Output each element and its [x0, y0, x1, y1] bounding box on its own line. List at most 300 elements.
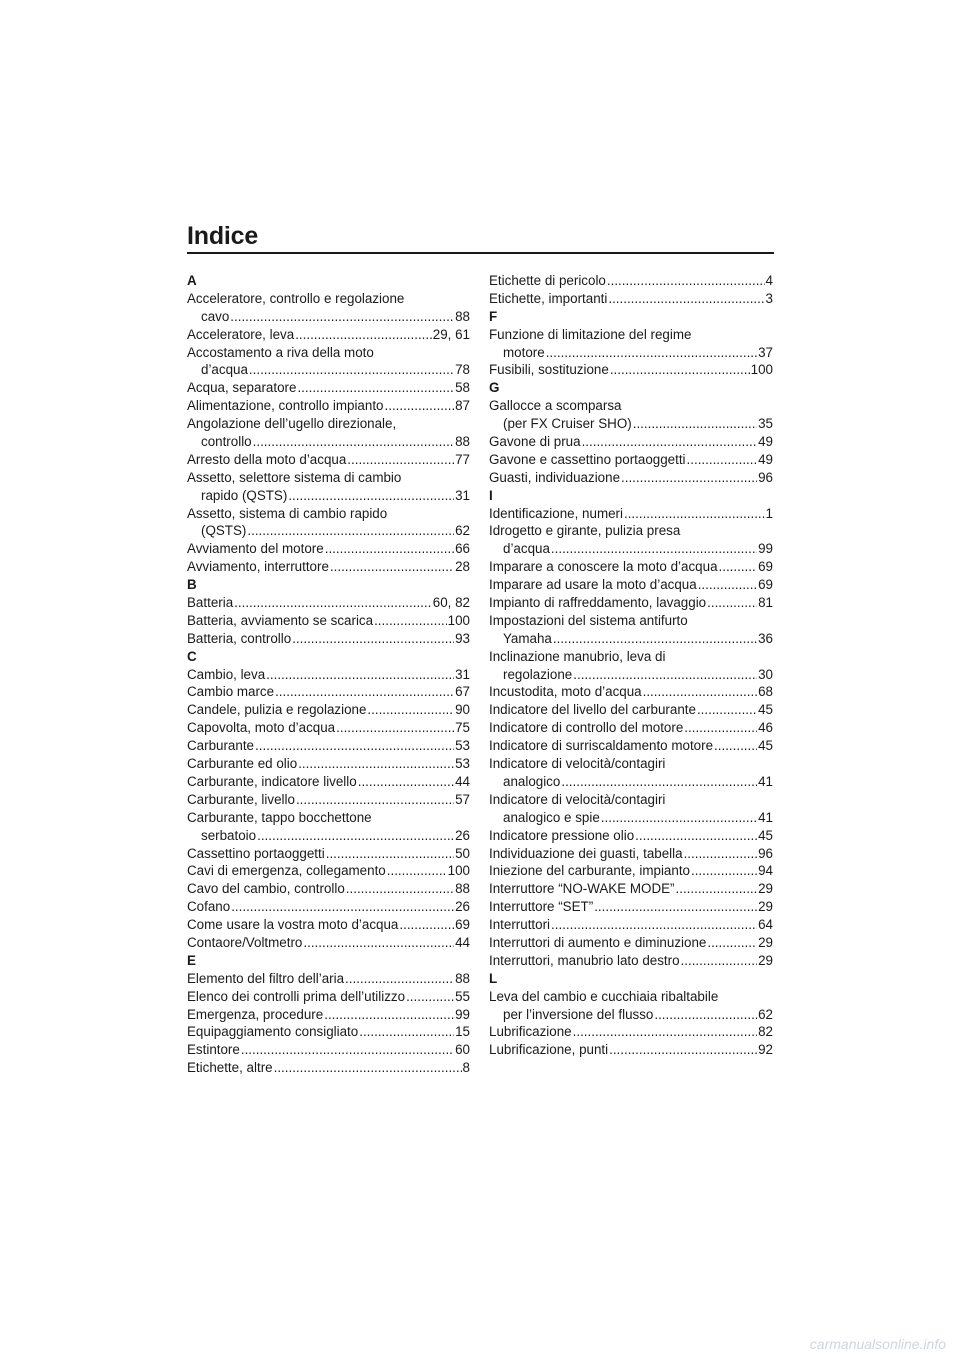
index-entry-page: 88: [455, 434, 470, 450]
index-entry-page: 62: [758, 1006, 773, 1022]
index-entry: [187, 1023, 470, 1041]
dot-leader: [654, 1006, 757, 1024]
index-entry-line: [489, 522, 773, 540]
index-entry-page: 88: [455, 308, 470, 324]
index-entry-text: d’acqua: [503, 541, 550, 557]
index-entry-line: [489, 845, 773, 863]
index-entry-line: [489, 755, 773, 773]
index-entry-line: [187, 308, 470, 326]
index-entry-line: [187, 845, 470, 863]
index-entry-page: 53: [455, 738, 470, 754]
index-entry-line: [489, 1023, 773, 1041]
index-entry-line: [187, 862, 470, 880]
index-column-right: [489, 272, 773, 1059]
index-entry-line: [187, 934, 470, 952]
index-entry-page: 88: [455, 881, 470, 897]
dot-leader: [607, 272, 765, 290]
index-entry-text: Cavo del cambio, controllo: [187, 881, 345, 897]
index-letter-heading: G: [489, 380, 500, 396]
dot-leader: [582, 433, 758, 451]
dot-leader: [609, 1041, 757, 1059]
index-entry: [489, 361, 773, 379]
index-entry-text: Incustodita, moto d’acqua: [489, 684, 642, 700]
index-entry: [187, 898, 470, 916]
index-entry-text: Alimentazione, controllo impianto: [187, 398, 384, 414]
index-entry-text: Batteria, controllo: [187, 630, 292, 646]
dot-leader: [374, 612, 447, 630]
index-entry-text: Guasti, individuazione: [489, 469, 621, 485]
index-entry-page: 62: [455, 523, 470, 539]
dot-leader: [697, 701, 757, 719]
dot-leader: [621, 469, 757, 487]
index-entry-page: 29, 61: [432, 326, 470, 342]
dot-leader: [551, 916, 757, 934]
index-entry-line: [489, 719, 773, 737]
dot-leader: [635, 827, 757, 845]
index-entry-text: Impianto di raffreddamento, lavaggio: [489, 595, 707, 611]
index-entry: [187, 916, 470, 934]
index-entry: [187, 880, 470, 898]
index-entry: [187, 755, 470, 773]
dot-leader: [295, 326, 432, 344]
index-entry-page: 44: [455, 934, 470, 950]
dot-leader: [303, 934, 454, 952]
index-entry-text: Cofano: [187, 899, 231, 915]
dot-leader: [714, 737, 757, 755]
dot-leader: [255, 737, 454, 755]
index-letter-heading: C: [187, 648, 197, 664]
dot-leader: [719, 558, 758, 576]
index-entry-page: 77: [455, 451, 470, 467]
index-entry-line: [489, 880, 773, 898]
index-entry-page: 99: [758, 541, 773, 557]
dot-leader: [359, 1023, 454, 1041]
index-entry-text: Interruttori di aumento e diminuzione: [489, 934, 707, 950]
index-entry-text: Cavi di emergenza, collegamento: [187, 863, 386, 879]
index-entry: [187, 737, 470, 755]
index-entry-text: rapido (QSTS): [201, 487, 288, 503]
index-entry-text: Assetto, sistema di cambio rapido: [187, 505, 388, 521]
index-entry: [187, 326, 470, 344]
index-entry-page: 100: [447, 863, 470, 879]
index-entry-text: Idrogetto e girante, pulizia presa: [489, 523, 681, 539]
index-entry-page: 53: [455, 756, 470, 772]
dot-leader: [601, 809, 757, 827]
index-entry-line: [187, 666, 470, 684]
dot-leader: [553, 630, 757, 648]
index-entry-page: 44: [455, 773, 470, 789]
index-entry-line: [489, 809, 773, 827]
index-entry-text: (per FX Cruiser SHO): [503, 416, 632, 432]
index-entry-text: (QSTS): [201, 523, 247, 539]
index-entry-page: 8: [462, 1060, 470, 1076]
index-entry-line: [489, 934, 773, 952]
dot-leader: [624, 505, 765, 523]
index-entry-text: Estintore: [187, 1042, 240, 1058]
dot-leader: [608, 290, 764, 308]
index-entry: [489, 397, 773, 433]
index-entry: [489, 1041, 773, 1059]
index-entry-page: 50: [455, 845, 470, 861]
index-entry-text: Impostazioni del sistema antifurto: [489, 612, 688, 628]
index-entry-page: 55: [455, 988, 470, 1004]
index-entry: [489, 737, 773, 755]
index-entry: [187, 845, 470, 863]
index-entry-line: [489, 540, 773, 558]
index-entry-text: cavo: [201, 308, 230, 324]
index-entry-line: [187, 451, 470, 469]
index-entry: [187, 379, 470, 397]
index-letter-heading: A: [187, 273, 197, 288]
dot-leader: [247, 522, 454, 540]
index-entry-text: serbatoio: [201, 827, 257, 843]
index-entry-line: [187, 630, 470, 648]
index-entry-line: [489, 433, 773, 451]
index-entry-line: [187, 433, 470, 451]
index-entry-page: 29: [758, 934, 773, 950]
index-entry: [489, 755, 773, 791]
index-entry-page: 99: [455, 1006, 470, 1022]
index-entry-text: Etichette, importanti: [489, 290, 608, 306]
index-entry-line: [187, 487, 470, 505]
index-entry-line: [187, 594, 470, 612]
index-entry-text: Cambio, leva: [187, 666, 266, 682]
index-entry-page: 64: [758, 917, 773, 933]
dot-leader: [345, 970, 454, 988]
index-entry-line: [187, 970, 470, 988]
dot-leader: [684, 719, 757, 737]
index-entry: [187, 970, 470, 988]
dot-leader: [687, 451, 758, 469]
index-entry-line: [489, 612, 773, 630]
index-entry-line: [489, 1041, 773, 1059]
index-entry-page: 4: [765, 273, 773, 288]
index-entry-page: 88: [455, 970, 470, 986]
index-entry-line: [489, 827, 773, 845]
index-entry-text: regolazione: [503, 666, 573, 682]
index-entry-line: [187, 701, 470, 719]
dot-leader: [336, 719, 454, 737]
index-entry-text: Assetto, selettore sistema di cambio: [187, 469, 402, 485]
index-entry-text: Arresto della moto d’acqua: [187, 451, 347, 467]
index-entry-text: Funzione di limitazione del regime: [489, 326, 692, 342]
index-entry: [187, 683, 470, 701]
index-entry-line: [489, 683, 773, 701]
index-entry: [187, 1006, 470, 1024]
index-entry-line: [187, 344, 470, 362]
index-entry-page: 60, 82: [432, 595, 470, 611]
index-entry: [187, 791, 470, 809]
index-entry: [489, 522, 773, 558]
index-entry-page: 58: [455, 380, 470, 396]
index-entry-text: Acceleratore, leva: [187, 326, 295, 342]
index-entry-page: 67: [455, 684, 470, 700]
dot-leader: [346, 880, 454, 898]
dot-leader: [253, 433, 454, 451]
index-entry-text: Batteria: [187, 595, 234, 611]
index-entry: [187, 1041, 470, 1059]
index-entry-page: 31: [455, 487, 470, 503]
index-entry-line: [187, 540, 470, 558]
index-entry-page: 69: [758, 577, 773, 593]
index-entry-text: Iniezione del carburante, impianto: [489, 863, 690, 879]
index-entry-text: Acqua, separatore: [187, 380, 297, 396]
index-entry-text: Candele, pulizia e regolazione: [187, 702, 367, 718]
index-entry-line: [187, 683, 470, 701]
dot-leader: [266, 666, 454, 684]
index-entry-text: Capovolta, moto d’acqua: [187, 720, 336, 736]
dot-leader: [325, 540, 454, 558]
index-entry-line: [489, 648, 773, 666]
index-entry-line: [489, 666, 773, 684]
index-entry-page: 28: [455, 559, 470, 575]
dot-leader: [676, 880, 758, 898]
index-entry-line: [187, 361, 470, 379]
index-entry-line: [187, 379, 470, 397]
index-entry-page: 30: [758, 666, 773, 682]
index-entry: [489, 1023, 773, 1041]
index-entry-text: Gavone di prua: [489, 434, 581, 450]
index-entry-text: Batteria, avviamento se scarica: [187, 612, 374, 628]
dot-leader: [249, 361, 454, 379]
index-entry-line: [187, 1023, 470, 1041]
dot-leader: [298, 755, 454, 773]
index-entry: [187, 290, 470, 326]
index-entry-page: 93: [455, 630, 470, 646]
index-entry: [187, 469, 470, 505]
index-entry: [187, 988, 470, 1006]
index-entry: [489, 880, 773, 898]
index-entry-page: 29: [758, 881, 773, 897]
index-entry-page: 26: [455, 899, 470, 915]
index-column-left: [187, 272, 470, 1077]
index-entry: [187, 451, 470, 469]
index-entry: [489, 791, 773, 827]
index-entry: [187, 719, 470, 737]
index-entry-page: 57: [455, 791, 470, 807]
index-entry-line: [489, 451, 773, 469]
index-entry-line: [187, 326, 470, 344]
index-entry-page: 68: [758, 684, 773, 700]
index-entry-line: [187, 505, 470, 523]
index-entry-line: [187, 988, 470, 1006]
index-entry-page: 37: [758, 344, 773, 360]
index-entry-line: [489, 988, 773, 1006]
index-entry: [489, 862, 773, 880]
dot-leader: [385, 397, 455, 415]
index-entry-text: Identificazione, numeri: [489, 505, 623, 521]
index-entry-text: Indicatore di controllo del motore: [489, 720, 684, 736]
index-entry-line: [489, 397, 773, 415]
index-entry: [489, 988, 773, 1024]
index-entry-page: 87: [455, 398, 470, 414]
index-entry: [489, 326, 773, 362]
dot-leader: [231, 898, 454, 916]
index-entry: [187, 701, 470, 719]
index-entry-line: [187, 916, 470, 934]
index-entry: [489, 594, 773, 612]
dot-leader: [257, 827, 454, 845]
index-entry-page: 96: [758, 845, 773, 861]
index-entry-line: [187, 1059, 470, 1077]
index-entry-text: Carburante, tappo bocchettone: [187, 809, 372, 825]
index-entry-page: 49: [758, 451, 773, 467]
index-entry-line: [489, 505, 773, 523]
index-entry-line: [187, 898, 470, 916]
index-entry: [489, 934, 773, 952]
index-entry: [489, 469, 773, 487]
index-entry-text: Angolazione dell’ugello direzionale,: [187, 416, 397, 432]
dot-leader: [406, 988, 454, 1006]
index-entry: [187, 558, 470, 576]
index-entry-page: 3: [765, 290, 773, 306]
index-entry-text: Avviamento, interruttore: [187, 559, 329, 575]
watermark: carmanualsonline.info: [809, 1336, 946, 1352]
index-entry-line: [187, 1006, 470, 1024]
index-entry-line: [489, 558, 773, 576]
index-entry-text: Interruttori, manubrio lato destro: [489, 952, 680, 968]
dot-leader: [234, 594, 432, 612]
dot-leader: [633, 415, 757, 433]
index-letter-heading: B: [187, 577, 197, 593]
dot-leader: [707, 934, 757, 952]
index-entry-text: Carburante, indicatore livello: [187, 773, 357, 789]
dot-leader: [681, 952, 758, 970]
index-entry-line: [489, 862, 773, 880]
index-entry: [489, 290, 773, 308]
index-entry: [489, 916, 773, 934]
index-entry-line: [489, 737, 773, 755]
index-entry-text: Indicatore di velocità/contagiri: [489, 756, 666, 772]
index-entry-line: [187, 558, 470, 576]
dot-leader: [573, 1023, 757, 1041]
index-entry: [187, 540, 470, 558]
index-entry-line: [489, 916, 773, 934]
dot-leader: [643, 683, 757, 701]
index-entry-page: 75: [455, 720, 470, 736]
index-entry-text: Interruttori: [489, 917, 551, 933]
index-entry-page: 66: [455, 541, 470, 557]
index-entry-line: [489, 326, 773, 344]
index-entry-text: Imparare ad usare la moto d’acqua: [489, 577, 697, 593]
index-entry-line: [187, 522, 470, 540]
index-entry-line: [187, 397, 470, 415]
dot-leader: [296, 791, 454, 809]
index-entry: [187, 415, 470, 451]
index-entry: [489, 648, 773, 684]
index-entry-text: Contaore/Voltmetro: [187, 934, 303, 950]
index-entry-text: Elemento del filtro dell’aria: [187, 970, 345, 986]
dot-leader: [297, 379, 454, 397]
index-entry-line: [489, 701, 773, 719]
index-entry-page: 78: [455, 362, 470, 378]
index-letter-heading: E: [187, 952, 196, 968]
index-entry-line: [187, 809, 470, 827]
dot-leader: [684, 845, 758, 863]
index-entry-page: 46: [758, 720, 773, 736]
page-title: Indice: [187, 222, 259, 250]
index-entry-line: [489, 290, 773, 308]
index-entry-line: [489, 952, 773, 970]
index-entry: [489, 701, 773, 719]
index-entry-text: analogico: [503, 773, 561, 789]
index-entry: [489, 612, 773, 648]
index-entry: [489, 505, 773, 523]
dot-leader: [691, 862, 757, 880]
index-entry-text: Cambio marce: [187, 684, 275, 700]
index-letter-heading: F: [489, 308, 498, 324]
index-entry-line: [489, 272, 773, 290]
index-entry: [187, 630, 470, 648]
index-entry: [489, 576, 773, 594]
index-entry-line: [187, 773, 470, 791]
index-entry-line: [187, 755, 470, 773]
index-entry-text: Emergenza, procedure: [187, 1006, 324, 1022]
index-entry-line: [187, 1041, 470, 1059]
index-entry: [489, 719, 773, 737]
index-entry-line: [489, 344, 773, 362]
dot-leader: [387, 862, 447, 880]
index-entry-page: 96: [758, 469, 773, 485]
dot-leader: [546, 344, 757, 362]
dot-leader: [561, 773, 757, 791]
dot-leader: [275, 683, 454, 701]
index-entry-text: Indicatore di surriscaldamento motore: [489, 738, 714, 754]
index-entry-page: 81: [758, 595, 773, 611]
index-entry-text: d’acqua: [201, 362, 248, 378]
index-entry-page: 15: [455, 1024, 470, 1040]
index-entry-line: [489, 361, 773, 379]
dot-leader: [698, 576, 757, 594]
title-rule: [187, 252, 774, 254]
index-entry-line: [489, 630, 773, 648]
index-entry-text: Lubrificazione: [489, 1024, 572, 1040]
index-entry-page: 35: [758, 416, 773, 432]
index-entry-text: Carburante, livello: [187, 791, 295, 807]
index-entry-text: motore: [503, 344, 545, 360]
index-entry-page: 45: [758, 827, 773, 843]
index-entry-page: 29: [758, 899, 773, 915]
index-entry-text: Individuazione dei guasti, tabella: [489, 845, 683, 861]
index-entry-page: 1: [765, 505, 773, 521]
index-entry-page: 45: [758, 702, 773, 718]
index-entry-page: 45: [758, 738, 773, 754]
index-entry: [489, 272, 773, 290]
index-entry-line: [187, 469, 470, 487]
index-entry-text: Cassettino portaoggetti: [187, 845, 325, 861]
index-entry-page: 31: [455, 666, 470, 682]
index-entry: [187, 809, 470, 845]
dot-leader: [326, 845, 454, 863]
index-entry: [489, 451, 773, 469]
dot-leader: [610, 361, 750, 379]
index-entry-line: [187, 612, 470, 630]
index-entry-line: [489, 898, 773, 916]
index-entry-line: [489, 576, 773, 594]
index-entry-text: Yamaha: [503, 630, 552, 646]
index-letter-heading: I: [489, 487, 493, 503]
index-entry-page: 100: [750, 362, 773, 378]
index-entry-line: [187, 290, 470, 308]
dot-leader: [399, 916, 454, 934]
index-entry: [489, 683, 773, 701]
index-entry-page: 60: [455, 1042, 470, 1058]
index-entry: [489, 827, 773, 845]
index-entry: [187, 773, 470, 791]
dot-leader: [274, 1059, 462, 1077]
index-entry-text: Accostamento a riva della moto: [187, 344, 374, 360]
index-entry: [489, 898, 773, 916]
